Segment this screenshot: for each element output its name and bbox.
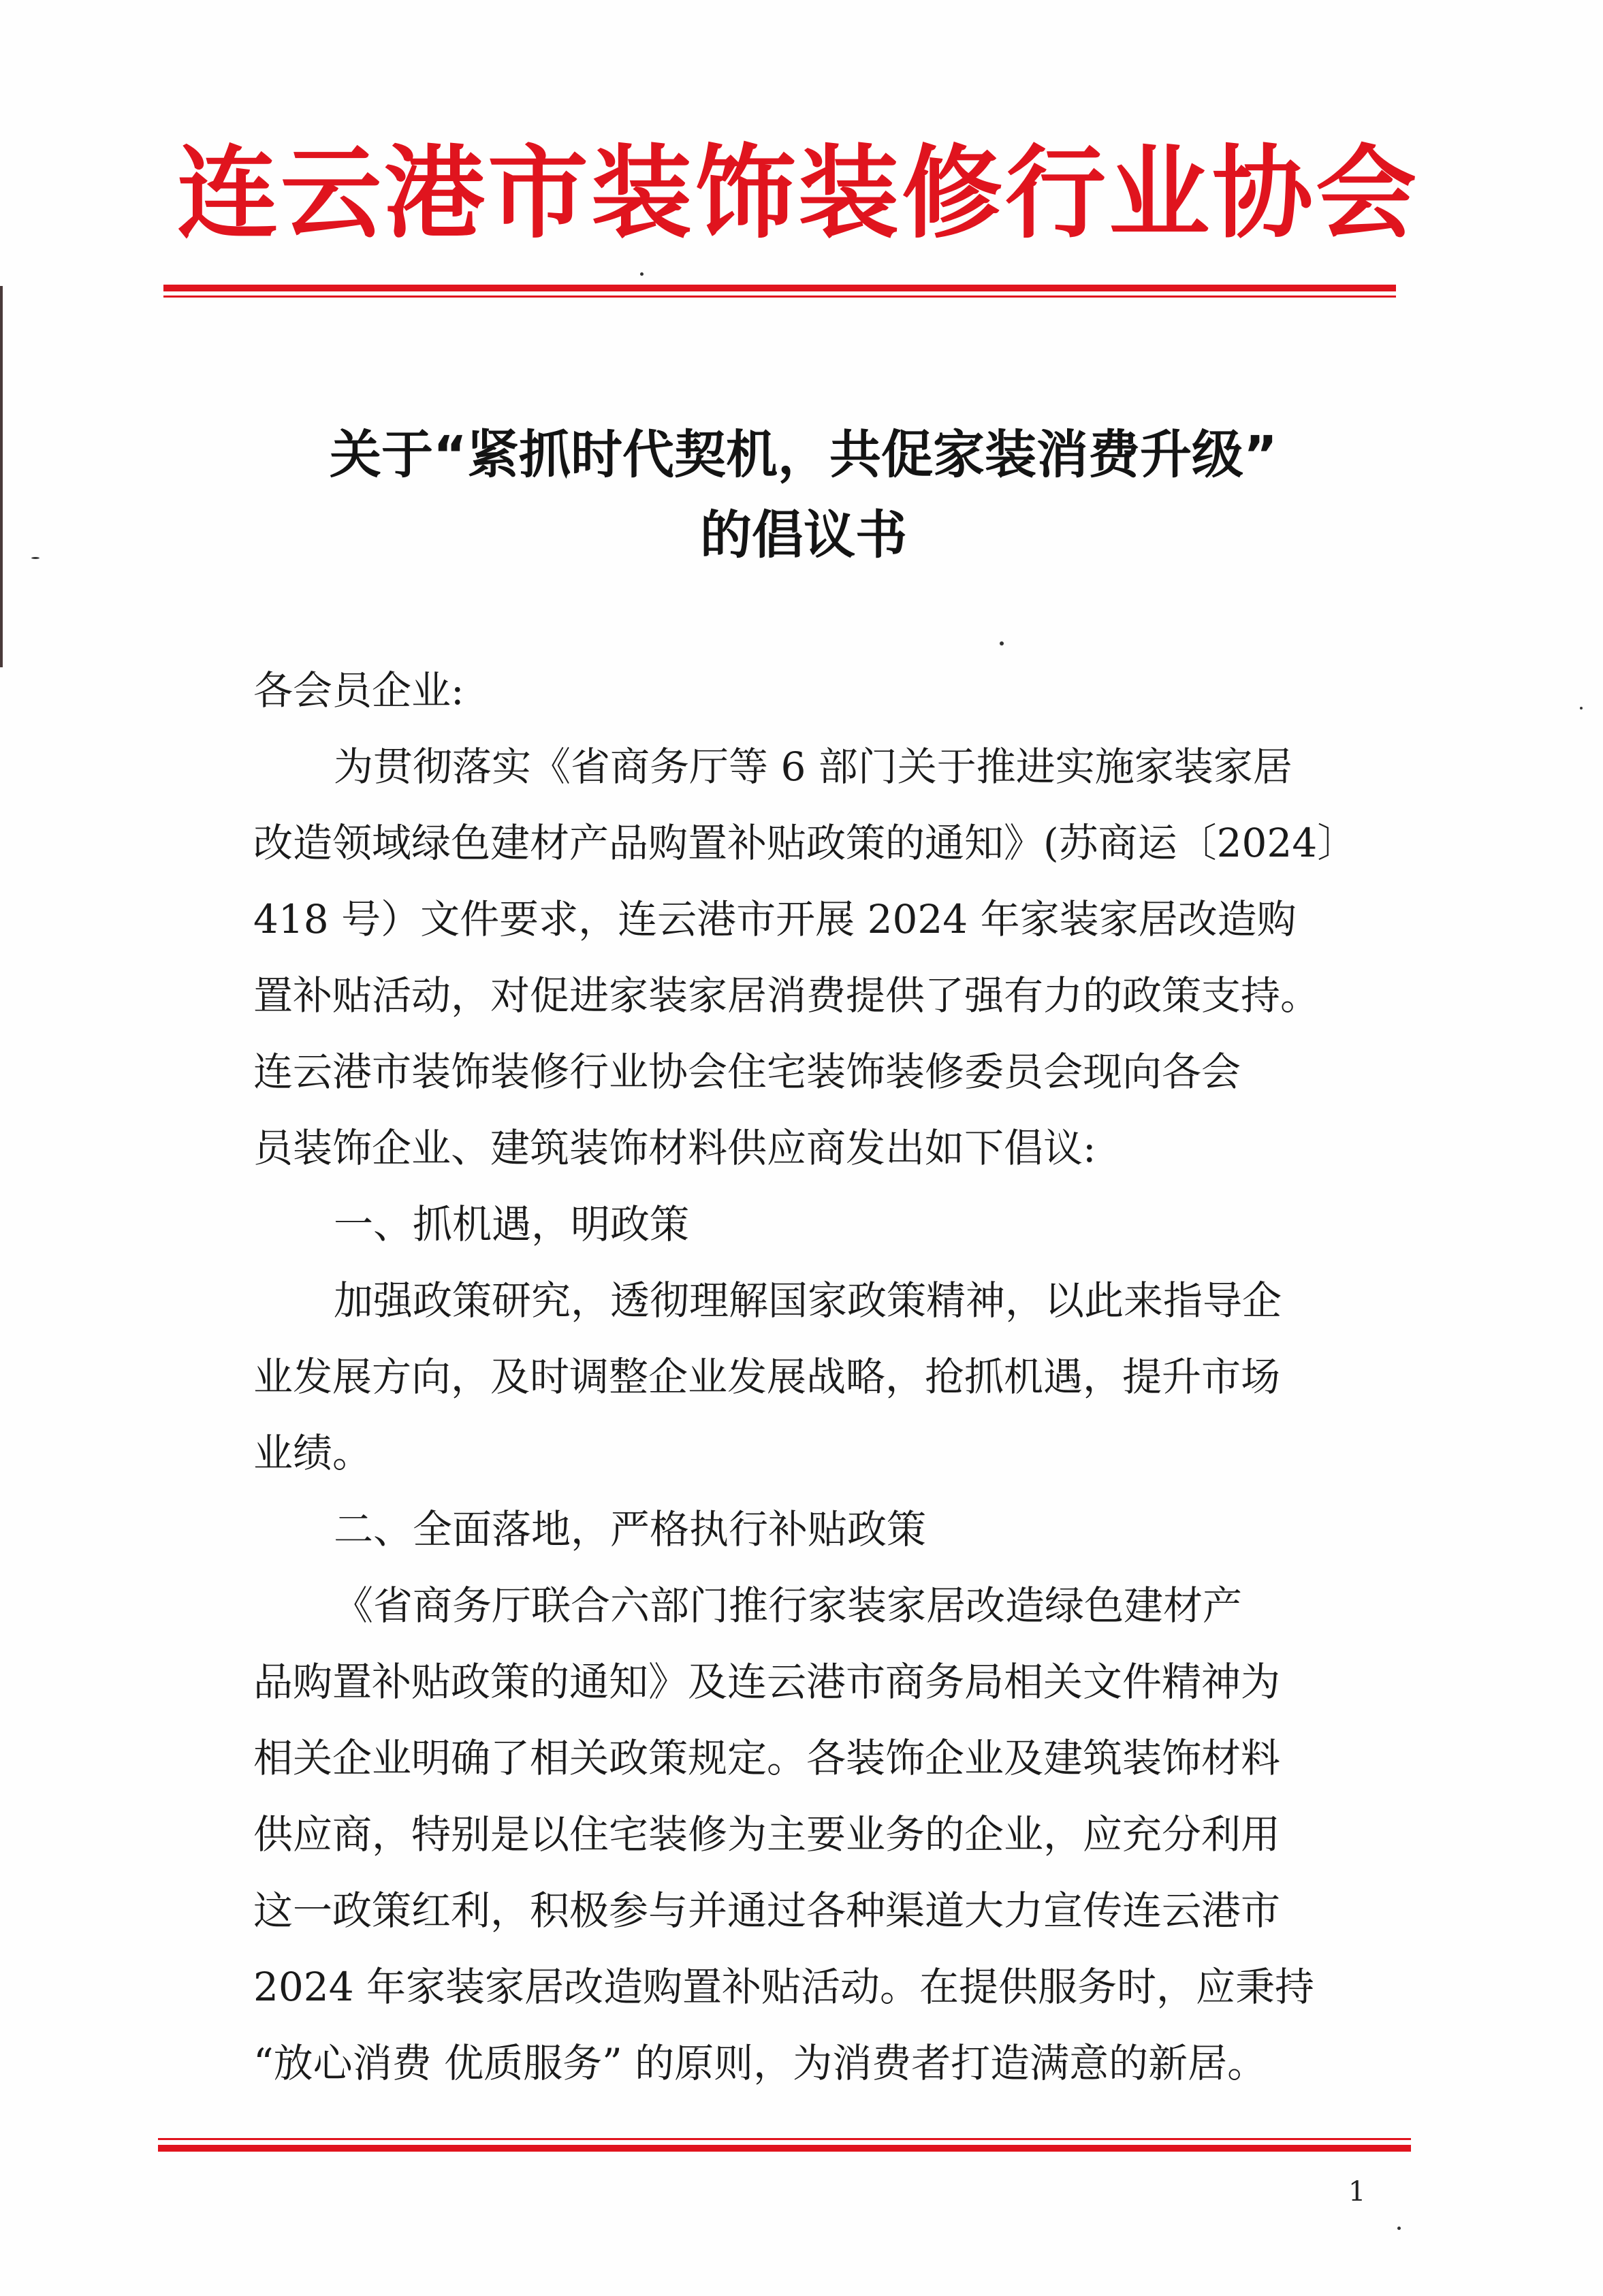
body-line: 这一政策红利，积极参与并通过各种渠道大力宣传连云港市 [253,1887,1281,1934]
body-line: 相关企业明确了相关政策规定。各装饰企业及建筑装饰材料 [253,1735,1281,1781]
body-line: 二、全面落地，严格执行补贴政策 [334,1506,927,1552]
body-line: 一、抓机遇，明政策 [334,1201,690,1247]
scan-speck [1397,2227,1401,2230]
body-line: 业发展方向，及时调整企业发展战略，抢抓机遇，提升市场 [253,1354,1281,1400]
body-line: 418 号）文件要求，连云港市开展 2024 年家装家居改造购 [253,896,1297,942]
body-line: “放心消费 优质服务” 的原则，为消费者打造满意的新居。 [253,2040,1267,2086]
body-line: 置补贴活动，对促进家装家居消费提供了强有力的政策支持。 [253,972,1320,1019]
body-text [253,729,1356,2101]
page-number: 1 [1348,2176,1366,2207]
body-line: 连云港市装饰装修行业协会住宅装饰装修委员会现向各会 [253,1049,1241,1095]
body-line: 业绩。 [253,1430,372,1476]
document-title-line-2: 的倡议书 [700,505,907,565]
body-line: 供应商，特别是以住宅装修为主要业务的企业，应充分利用 [253,1811,1281,1857]
body-line: 品购置补贴政策的通知》及连云港市商务局相关文件精神为 [253,1659,1281,1705]
header-rule-thick [163,285,1396,291]
body-line: 为贯彻落实《省商务厅等 6 部门关于推进实施家装家居 [334,744,1292,790]
organization-letterhead: 连云港市装饰装修行业协会 [177,135,1419,252]
body-line: 2024 年家装家居改造购置补贴活动。在提供服务时，应秉持 [253,1964,1315,2010]
scan-speck [31,557,39,559]
body-line: 加强政策研究，透彻理解国家政策精神，以此来指导企 [334,1277,1282,1324]
body-line: 改造领域绿色建材产品购置补贴政策的通知》(苏商运〔2024〕 [253,820,1357,866]
document-title-line-1: 关于“紧抓时代契机，共促家装消费升级” [330,424,1277,485]
scan-speck [1000,641,1004,645]
scan-speck [640,272,644,276]
footer-rule-thick [158,2145,1411,2152]
salutation: 各会员企业: [253,667,464,714]
body-line: 员装饰企业、建筑装饰材料供应商发出如下倡议: [253,1125,1096,1171]
scan-speck [1580,707,1583,709]
body-line: 《省商务厅联合六部门推行家装家居改造绿色建材产 [334,1582,1243,1629]
footer-rule-thin [158,2138,1411,2140]
scan-edge-shadow [0,286,3,667]
header-rule-thin [163,296,1396,298]
